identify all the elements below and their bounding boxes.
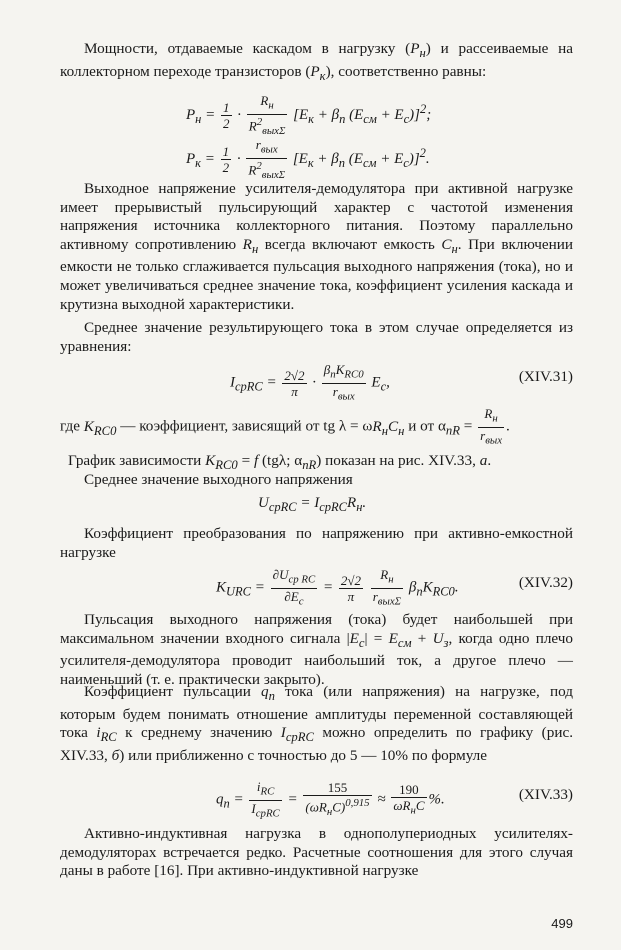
equation-pk: $P_к$ = $\frac{1}{2}$ · $\frac{r_{вых}}{R^2_{вых\Sigma}}$ [$E_к + \beta_п$ $(E_{см} + E_с)]^2$. <box>186 137 430 181</box>
equation-32: $K_{URC}$ = $\frac{\partial U_{ср RC}}{\partial E_с}$ = $\frac{2√2}{\pi}$ $\frac{R_н}{r_{вых\Sigma}}$ $\beta_пK_{RC0}$. <box>216 567 459 608</box>
paragraph-output-voltage: Выходное напряжение усилителя-демодулятора при активной нагрузке имеет прерывистый пульсирующий характер с частотой изменения напряжения источника коллекторного питания. Поэтому параллельно активному сопротивлению $R_н$ всегда включают емкость $С_н$. При включении емкости не только сглаживается пульсация выходного напряжения (тока), но и может увеличиваться среднее значение тока, коэффициент усиления каскада и крутизна выходной характеристики. <box>60 180 573 313</box>
equation-number-31: (XIV.31) <box>518 368 573 385</box>
equation-ucp: $U_{срRC} = I_{срRC}R_н$. <box>258 495 367 514</box>
equation-33: $q_п$ = $\frac{i_{RC}}{I_{срRC}}$ = $\frac{155}{(\omega R_нC)^{0,915}}$ ≈ $\frac{190}{\omega R_нC}$ %. <box>216 779 445 820</box>
equation-pn: $P_н$ = $\frac{1}{2}$ · $\frac{R_н}{R^2_{вых\Sigma}}$ [$E_к + \beta_п$ $(E_{см} + E_с)]^2$; <box>186 93 432 137</box>
equation-number-32: (XIV.32) <box>518 574 573 591</box>
paragraph-power: Мощности, отдаваемые каскадом в нагрузку $(P_н)$ и рассеиваемые на коллекторном переходе транзисторов $(P_к)$, соответственно равны: <box>60 40 574 83</box>
page-number: 499 <box>551 916 573 931</box>
equation-31: $I_{срRC}$ = $\frac{2√2}{\pi}$ · $\frac{\beta_пK_{RC0}}{r_{вых}}$ $E_с$, <box>230 362 390 403</box>
paragraph-conversion-coefficient: Коэффициент преобразования по напряжению при активно-емкостной нагрузке <box>60 525 573 561</box>
paragraph-inductive-load: Активно-индуктивная нагрузка в однополупериодных усилителях-демодуляторах встречается редко. Расчетные соотношения для этого случая даны в работе [16]. При активно-индуктивной нагрузке <box>60 825 573 880</box>
paragraph-ripple-coefficient: Коэффициент пульсации $q_п$ тока (или напряжения) на нагрузке, под которым будем понимать отношение амплитуды переменной составляющей тока $i_{RC}$ к среднему значению $I_{срRC}$ можно определить по графику (рис. XIV.33, б) или приближенно с точностью до 5 — 10% по формуле <box>60 683 574 764</box>
paragraph-krc0-definition: где $K_{RC0}$ — коэффициент, зависящий от tg $\lambda = \omega R_нC_н$ и от $\alpha_{nR}$ = $\frac{R_н}{r_{вых}}$ . <box>60 406 510 447</box>
equation-number-33: (XIV.33) <box>518 786 573 803</box>
paragraph-graph-ref: График зависимости $K_{RC0} = f$ (tgλ; $\alpha_{nR}$) показан на рис. XIV.33, а. <box>68 452 492 473</box>
paragraph-ripple: Пульсация выходного напряжения (тока) будет наибольшей при максимальном значении входного сигнала $|E_с| = E_{см} + U_з$, когда одно плечо усилителя-демодулятора проводит наибольший ток, а другое плечо — наименьший (т. е. практически закрыто). <box>60 611 573 688</box>
paragraph-mean-voltage: Среднее значение выходного напряжения <box>84 471 353 488</box>
paragraph-mean-current: Среднее значение результирующего тока в этом случае определяется из уравнения: <box>60 319 573 355</box>
